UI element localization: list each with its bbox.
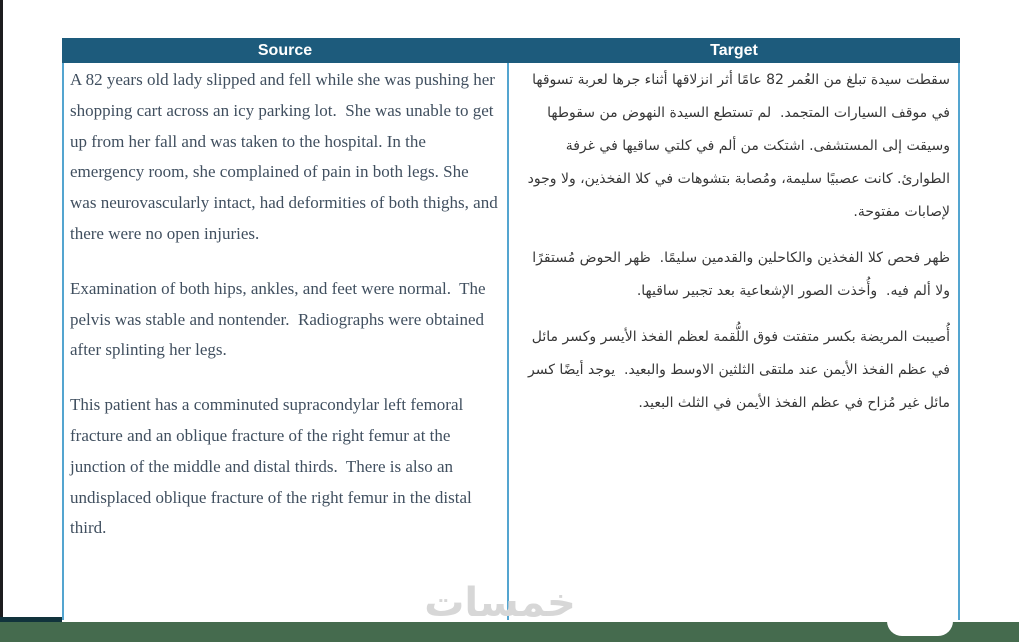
source-column-header: Source (257, 41, 313, 59)
bottom-bar-white-tab (887, 621, 953, 636)
target-paragraph-3: أُصيبت المريضة بكسر متفتت فوق اللُّقمة لعظم الفخذ الأيسر وكسر مائل في عظم الفخذ الأيمن عند ملتقى الثلثين الاوسط والبعيد. يوجد أيضًا كسر مائل غير مُزاح في عظم الفخذ الأيمن في الثلث البعيد. (523, 329, 950, 411)
source-paragraph-3: This patient has a comminuted supracondylar left femoral fracture and an oblique fracture of the right femur at the junction of the middle and distal thirds. There is also an undisplaced oblique fracture of the right femur in the distal third. (70, 395, 476, 538)
table-body-row (62, 63, 960, 620)
source-paragraph-1: A 82 years old lady slipped and fell while she was pushing her shopping cart across an icy parking lot. She was unable to get up from her fall and was taken to the hospital. In the emergency room, she complained of pain in both legs. She was neurovascularly intact, had deformities of both thighs, and there were no open injuries. (70, 70, 502, 243)
bottom-bar (0, 622, 1019, 642)
source-text-cell (64, 63, 507, 620)
target-column-header: Target (710, 41, 758, 59)
target-text-cell (509, 63, 958, 620)
target-paragraph-2: ظهر فحص كلا الفخذين والكاحلين والقدمين سليمًا. ظهر الحوض مُستقرًا ولا ألم فيه. وأُخذت الصور الإشعاعية بعد تجبير ساقيها. (527, 250, 950, 299)
source-paragraph-2: Examination of both hips, ankles, and feet were normal. The pelvis was stable and nontender. Radiographs were obtained after splinting her legs. (70, 278, 490, 360)
table-header-row (62, 38, 960, 63)
target-paragraph-1: سقطت سيدة تبلغ من العُمر 82 عامًا أثر انزلاقها أثناء جرها لعربة تسوقها في موقف السيارات المتجمد. لم تستطع السيدة النهوض من سقوطها وسيقت إلى المستشفى. اشتكت من ألم في كلتي ساقيها في غرفة الطوارئ. كانت عصبيًا سليمة، ومُصابة بتشوهات في كلا الفخذين، ولا وجود لإصابات مفتوحة. (523, 72, 950, 220)
translation-table (62, 38, 960, 620)
khamsat-watermark: خمسات (424, 580, 576, 626)
left-edge-line (0, 0, 3, 620)
